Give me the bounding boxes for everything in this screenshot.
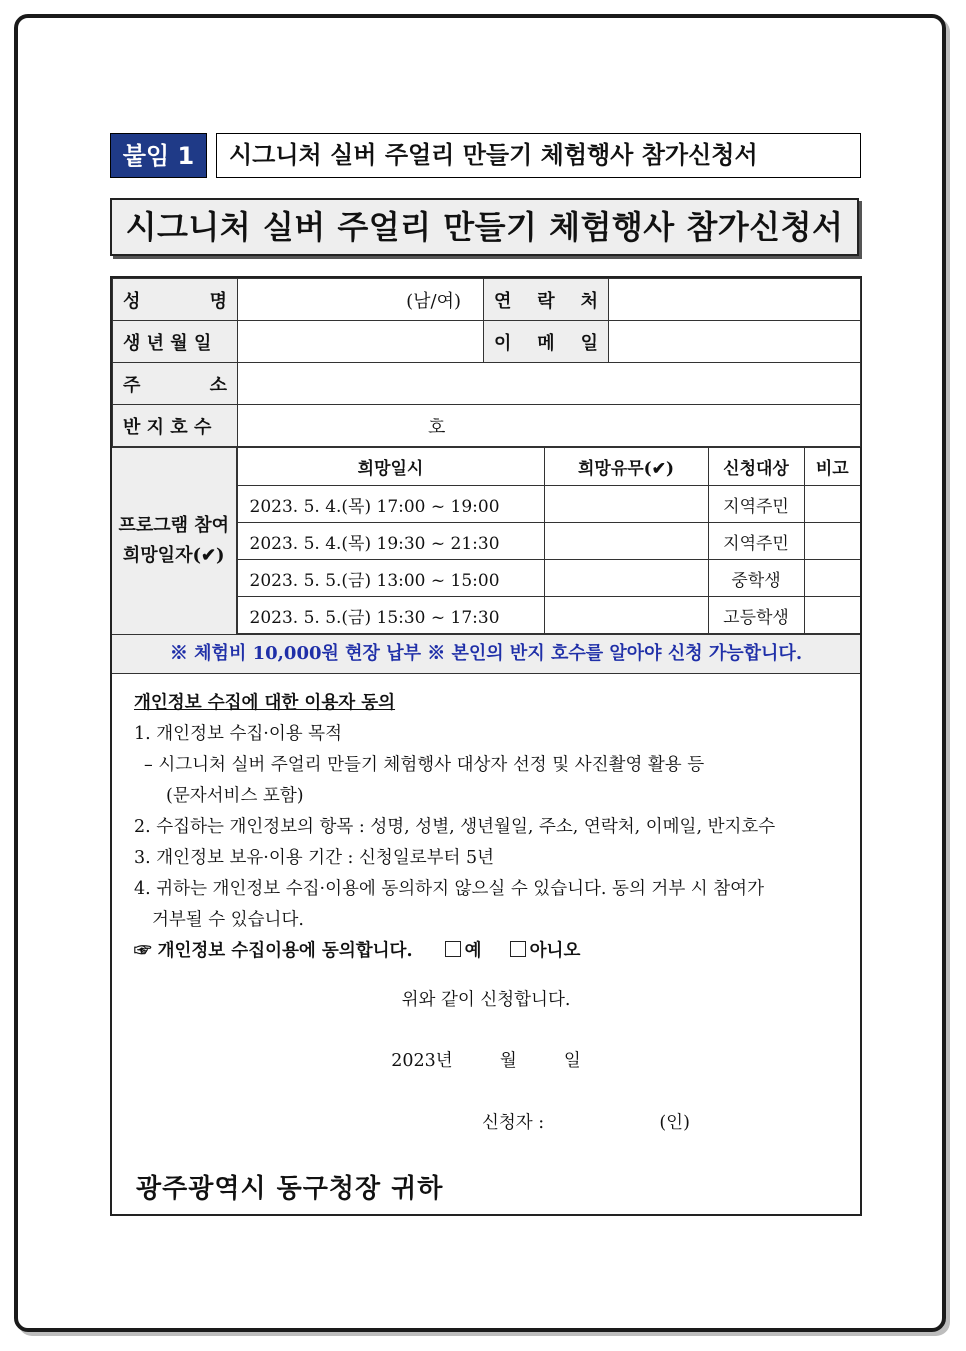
program-table (237, 447, 861, 634)
name-label: 성 명 (113, 279, 238, 321)
agree-line (134, 936, 838, 967)
consent-item-1-sub2: (문자서비스 포함) (166, 786, 304, 806)
gender-hint: (남/여) (406, 290, 461, 312)
row-note[interactable] (804, 560, 860, 597)
attachment-badge: 붙임 1 (110, 133, 207, 178)
table-row (237, 560, 860, 597)
date-line (112, 1047, 860, 1072)
email-label: 이 메 일 (484, 321, 609, 363)
header-wish: 희망유무(✔) (544, 448, 708, 486)
header-title: 시그니처 실버 주얼리 만들기 체험행사 참가신청서 (216, 133, 861, 178)
consent-title: 개인정보 수집에 대한 이용자 동의 (134, 693, 396, 713)
fee-notice: ※ 체험비 10,000원 현장 납부 ※ 본인의 반지 호수를 알아야 신청 가능합니다. (112, 634, 860, 674)
email-field[interactable] (609, 321, 861, 363)
address-label: 주 소 (113, 363, 238, 405)
checkbox-icon[interactable] (510, 941, 526, 957)
checkbox-icon[interactable] (445, 941, 461, 957)
signature-seal: (인) (659, 1113, 690, 1133)
row-date: 2023. 5. 5.(금) 13:00 ~ 15:00 (237, 560, 544, 597)
ring-size-label: 반 지 호 수 (113, 405, 238, 447)
statement: 위와 같이 신청합니다. (401, 990, 571, 1010)
date-month: 월 (499, 1051, 517, 1071)
row-date: 2023. 5. 4.(목) 17:00 ~ 19:00 (237, 486, 544, 523)
application-form (110, 276, 862, 1216)
row-wish-check[interactable] (544, 560, 708, 597)
table-row (237, 523, 860, 560)
ring-unit: 호 (428, 416, 446, 438)
consent-item-1-sub: – 시그니처 실버 주얼리 만들기 체험행사 대상자 선정 및 사진촬영 활용 등 (144, 755, 705, 775)
header-note: 비고 (804, 448, 860, 486)
row-wish-check[interactable] (544, 523, 708, 560)
row-target: 지역주민 (708, 486, 804, 523)
header-row (110, 133, 861, 178)
table-row (237, 486, 860, 523)
contact-label: 연 락 처 (484, 279, 609, 321)
row-target: 지역주민 (708, 523, 804, 560)
row-note[interactable] (804, 597, 860, 634)
address-field[interactable] (238, 363, 861, 405)
name-field[interactable] (238, 279, 484, 321)
row-target: 고등학생 (708, 597, 804, 634)
program-label: 프로그램 참여 희망일자(✔) (112, 447, 237, 634)
consent-item-4-cont: 거부될 수 있습니다. (152, 910, 304, 930)
agree-yes-option[interactable]: 예 (445, 941, 482, 961)
signature-label: 신청자 : (482, 1113, 545, 1133)
consent-item-3: 3. 개인정보 보유·이용 기간 : 신청일로부터 5년 (134, 848, 495, 868)
row-note[interactable] (804, 486, 860, 523)
row-date: 2023. 5. 4.(목) 19:30 ~ 21:30 (237, 523, 544, 560)
date-year: 2023년 (391, 1051, 453, 1071)
header-target: 신청대상 (708, 448, 804, 486)
header-date: 희망일시 (237, 448, 544, 486)
row-note[interactable] (804, 523, 860, 560)
consent-item-4: 4. 귀하는 개인정보 수집·이용에 동의하지 않으실 수 있습니다. 동의 거부 시 참여가 (134, 879, 764, 899)
closing-addressee: 광주광역시 동구청장 귀하 (136, 1174, 444, 1204)
agree-no-option[interactable]: 아니오 (510, 941, 581, 961)
program-section (112, 447, 860, 634)
contact-field[interactable] (609, 279, 861, 321)
form-title: 시그니처 실버 주얼리 만들기 체험행사 참가신청서 (110, 198, 859, 256)
row-wish-check[interactable] (544, 486, 708, 523)
consent-item-1: 1. 개인정보 수집·이용 목적 (134, 724, 342, 744)
row-target: 중학생 (708, 560, 804, 597)
signature-line (482, 1109, 690, 1134)
birth-field[interactable] (238, 321, 484, 363)
consent-section (112, 674, 860, 967)
date-day: 일 (563, 1051, 581, 1071)
consent-item-2: 2. 수집하는 개인정보의 항목 : 성명, 성별, 생년월일, 주소, 연락처, 이메일, 반지호수 (134, 817, 776, 837)
applicant-info-table (112, 278, 861, 447)
ring-size-field[interactable] (238, 405, 861, 447)
table-row (237, 597, 860, 634)
birth-label: 생 년 월 일 (113, 321, 238, 363)
row-wish-check[interactable] (544, 597, 708, 634)
agree-text: ☞ 개인정보 수집이용에 동의합니다. (134, 941, 413, 961)
row-date: 2023. 5. 5.(금) 15:30 ~ 17:30 (237, 597, 544, 634)
